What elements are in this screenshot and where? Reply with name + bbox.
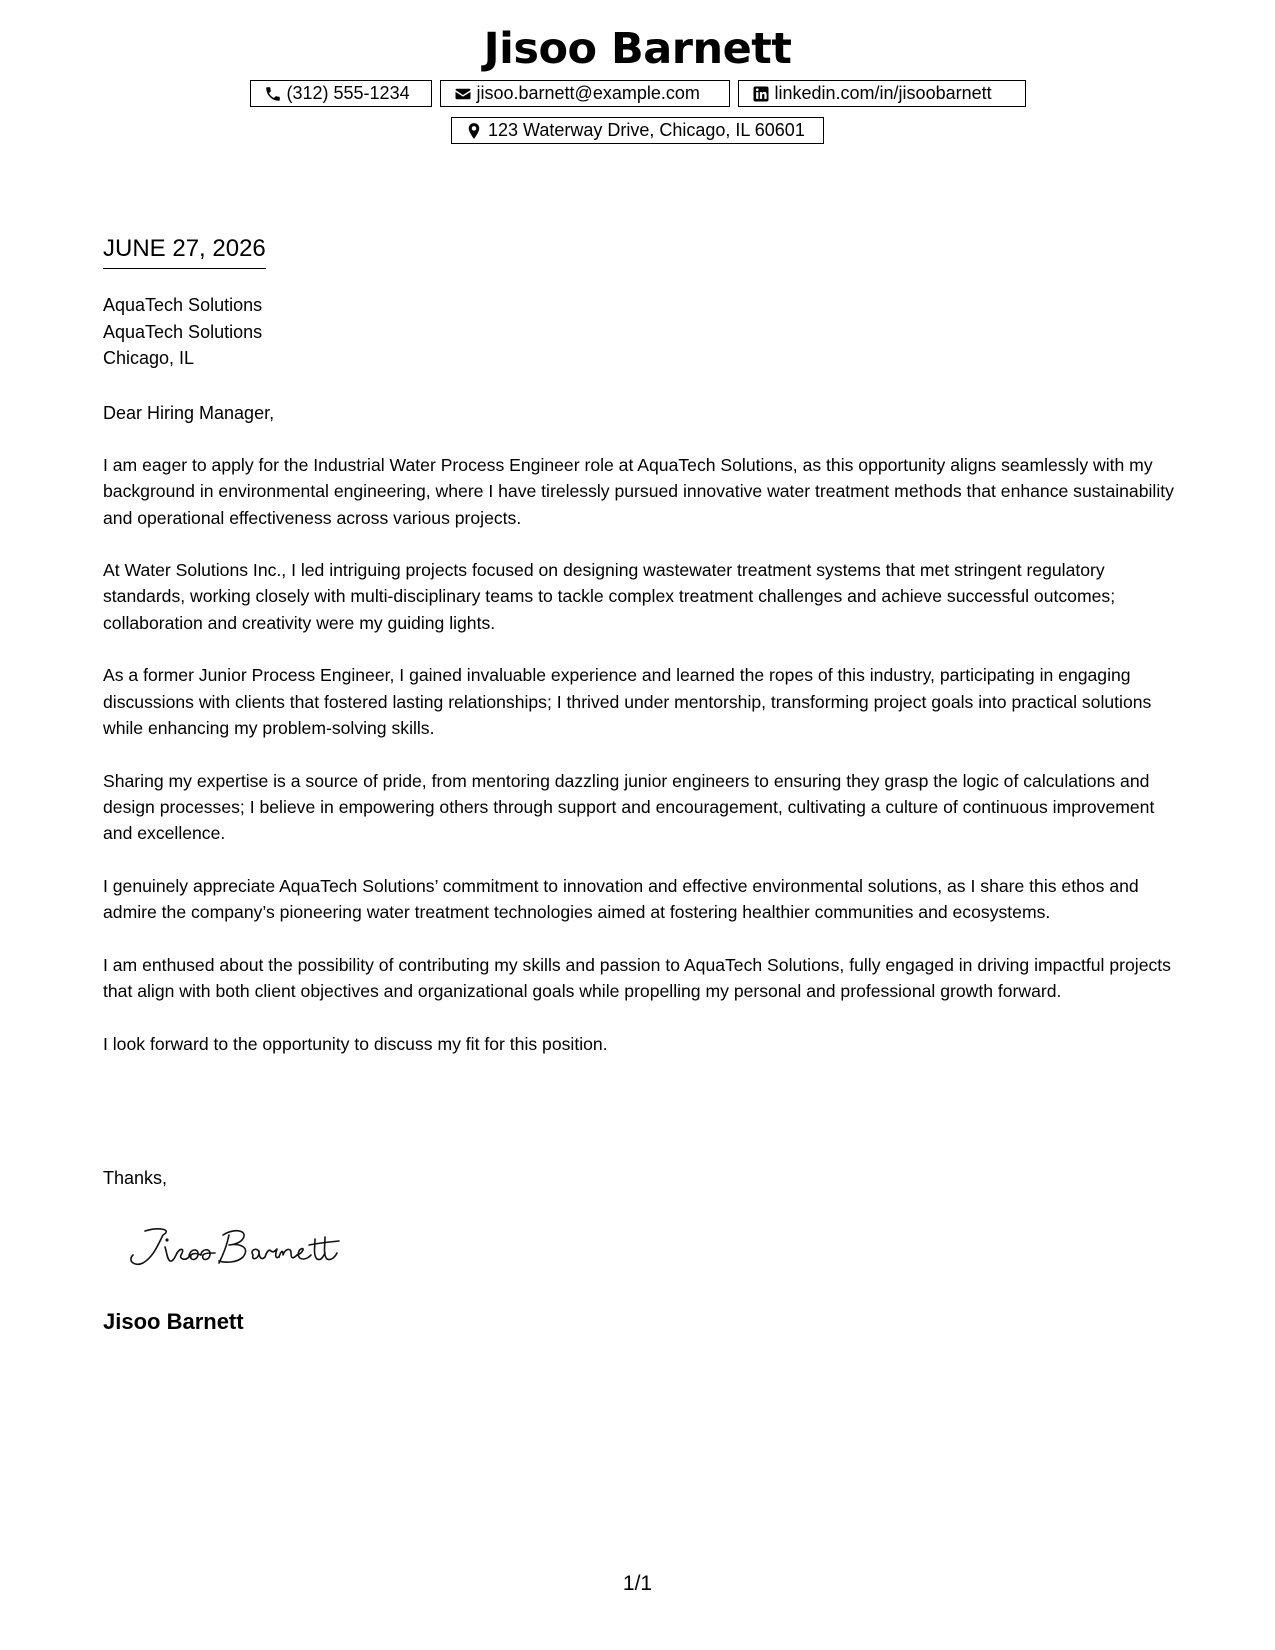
contact-address[interactable] xyxy=(451,117,824,144)
contact-row-secondary xyxy=(0,117,1275,144)
body-paragraph: I am enthused about the possibility of contributing my skills and passion to AquaTech Solutions, fully engaged in driving impactful projects that align with both client objectives and organizational goals while propelling my personal and professional growth forward. xyxy=(103,954,1171,1001)
contact-phone[interactable] xyxy=(250,80,432,107)
body-paragraph: Sharing my expertise is a source of pride, from mentoring dazzling junior engineers to ensuring they grasp the logic of calculations and design processes; I believe in empowering others through support and encouragement, cultivating a culture of continuous improvement and excellence. xyxy=(103,770,1155,844)
contact-linkedin-text: linkedin.com/in/jisoobarnett xyxy=(774,83,992,103)
contact-linkedin[interactable] xyxy=(738,80,1026,107)
linkedin-icon xyxy=(752,85,770,103)
letter-date: JUNE 27, 2026 xyxy=(103,234,266,269)
contact-email[interactable] xyxy=(440,80,730,107)
signer-name: Jisoo Barnett xyxy=(103,1309,244,1334)
letter-body xyxy=(103,452,1175,1083)
contact-row-primary xyxy=(0,80,1275,107)
applicant-name-heading: Jisoo Barnett xyxy=(483,24,792,74)
handwritten-signature xyxy=(123,1225,343,1270)
closing: Thanks, xyxy=(103,1168,168,1188)
body-paragraph: I am eager to apply for the Industrial Water Process Engineer role at AquaTech Solutions, as this opportunity aligns seamlessly with my background in environmental engineering, where I have tirelessly pursued innovative water treatment methods that enhance sustainability and operational effectiveness across various projects. xyxy=(103,455,1174,528)
body-paragraph: I look forward to the opportunity to discuss my fit for this position. xyxy=(103,1033,608,1054)
phone-icon xyxy=(264,85,282,103)
body-paragraph: I genuinely appreciate AquaTech Solutions’ commitment to innovation and effective environmental solutions, as I share this ethos and admire the company’s pioneering water treatment technologies aimed at fostering healthier communities and ecosystems. xyxy=(103,875,1139,923)
map-pin-icon xyxy=(465,122,483,140)
recipient-line: AquaTech Solutions xyxy=(103,295,263,315)
page-number: 1/1 xyxy=(622,1572,653,1595)
recipient-block xyxy=(103,292,262,372)
recipient-line: AquaTech Solutions xyxy=(103,321,263,342)
salutation: Dear Hiring Manager, xyxy=(103,403,275,423)
body-paragraph: At Water Solutions Inc., I led intriguing projects focused on designing wastewater treatment systems that met stringent regulatory standards, working closely with multi-disciplinary teams to tackle complex treatment challenges and achieve successful outcomes; collaboration and creativity were my guiding lights. xyxy=(103,560,1116,633)
contact-phone-text: (312) 555-1234 xyxy=(286,83,410,103)
contact-address-text: 123 Waterway Drive, Chicago, IL 60601 xyxy=(488,120,805,140)
recipient-line: Chicago, IL xyxy=(103,348,195,368)
contact-email-text: jisoo.barnett@example.com xyxy=(476,83,700,103)
body-paragraph: As a former Junior Process Engineer, I gained invaluable experience and learned the ropes of this industry, participating in engaging discussions with clients that fostered lasting relationships; I thrived under mentorship, transforming project goals into practical solutions while enhancing my problem-solving skills. xyxy=(103,665,1152,738)
envelope-icon xyxy=(454,85,472,103)
